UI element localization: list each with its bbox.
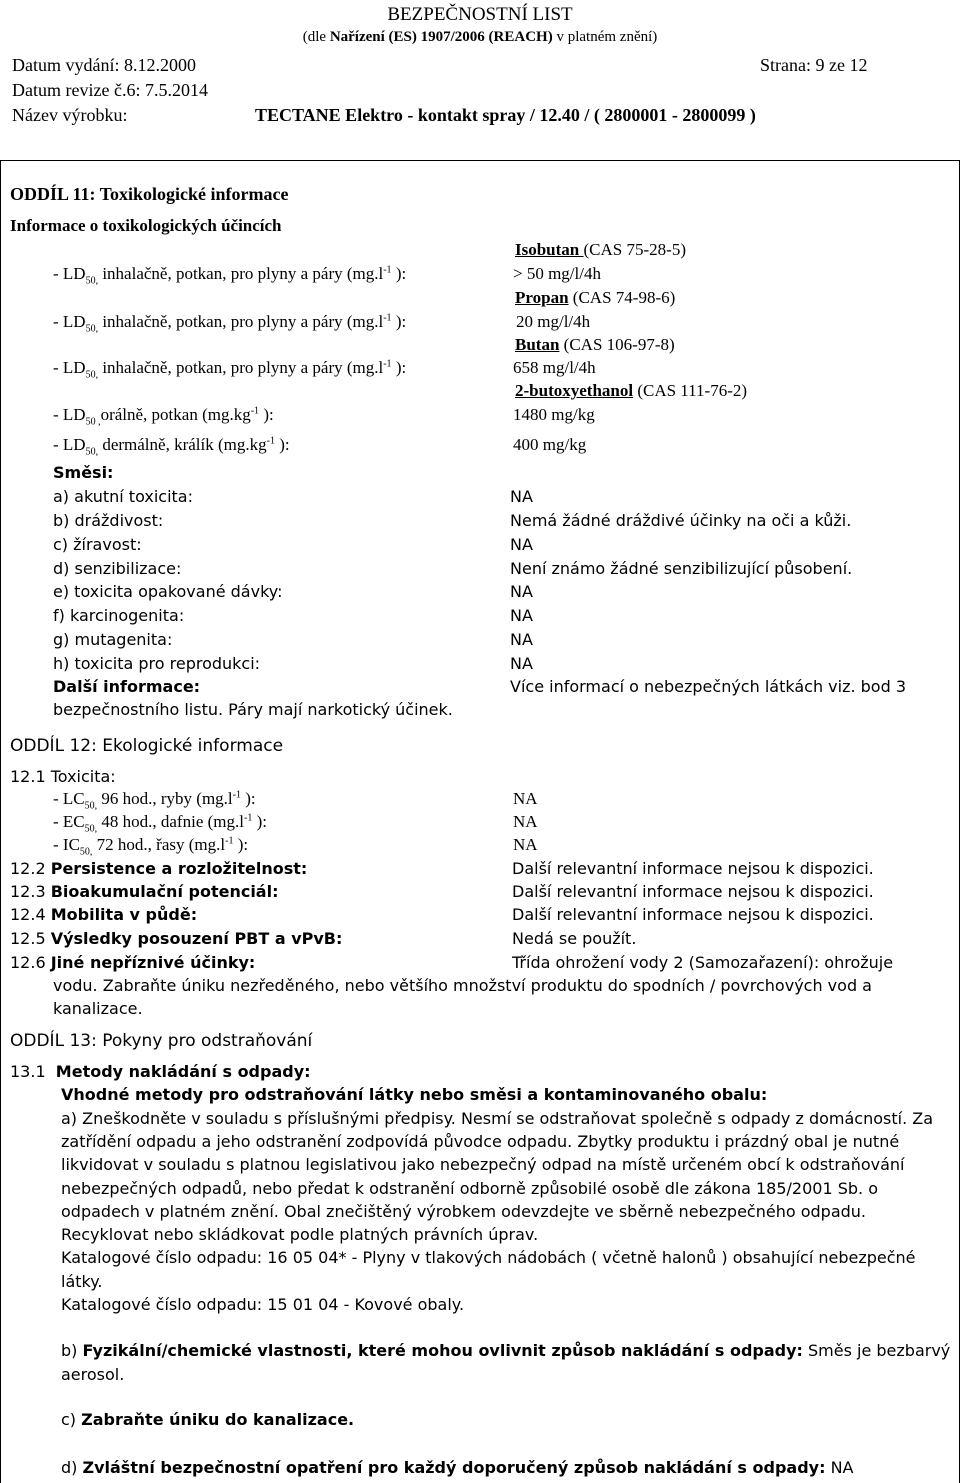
mixtures-title: Směsi:	[53, 463, 114, 482]
mixture-label: b) dráždivost:	[53, 511, 164, 530]
ld50-butan-value: 658 mg/l/4h	[513, 358, 596, 377]
disposal-text-line: Katalogové číslo odpadu: 15 01 04 - Kovové obaly.	[61, 1295, 465, 1314]
further-info-continuation: bezpečnostního listu. Páry mají narkotický účinek.	[53, 700, 453, 719]
mixture-value: NA	[510, 582, 533, 601]
disposal-text-line: látky.	[61, 1272, 103, 1291]
substance-propan: Propan (CAS 74-98-6)	[515, 288, 676, 307]
disposal-text-line: Katalogové číslo odpadu: 16 05 04* - Plyny v tlakových nádobách ( včetně halonů ) obsahující nebezpečné	[61, 1248, 916, 1267]
ld50-isobutan-label: - $LD_{50,}$ inhalačně, potkan, pro plyny a páry ($mg.l^{-1}$ ):	[53, 264, 407, 287]
substance-butan: Butan (CAS 106-97-8)	[515, 335, 675, 354]
mixture-value: NA	[510, 535, 533, 554]
eco-item: 12.4 Mobilita v půdě:	[10, 905, 198, 924]
lc50-value: NA	[513, 789, 538, 808]
further-info-value: Více informací o nebezpečných látkách viz. bod 3	[510, 677, 907, 696]
mixture-label: h) toxicita pro reprodukci:	[53, 654, 261, 673]
ld50-dermal-label: - $LD_{50,}$ dermálně, králík ($mg.kg^{-1}$ ):	[53, 435, 290, 458]
disposal-item-c: c) Zabraňte úniku do kanalizace.	[61, 1410, 355, 1429]
disposal-text-line: a) Zneškodněte v souladu s příslušnými předpisy. Nesmí se odstraňovat společně s odpady z domácností. Za	[61, 1109, 934, 1128]
mixture-value: NA	[510, 487, 533, 506]
disposal-item-b-continuation: aerosol.	[61, 1365, 125, 1384]
mixture-value: NA	[510, 630, 533, 649]
issue-date: Datum vydání: 8.12.2000	[12, 55, 196, 75]
section-11-title: ODDÍL 11: Toxikologické informace	[10, 184, 289, 204]
substance-butoxyethanol: 2-butoxyethanol (CAS 111-76-2)	[515, 381, 748, 400]
disposal-item-d: d) Zvláštní bezpečnostní opatření pro každý doporučený způsob nakládání s odpady: NA	[61, 1458, 854, 1477]
disposal-methods-subheading: Vhodné metody pro odstraňování látky nebo směsi a kontaminovaného obalu:	[61, 1085, 768, 1104]
disposal-item-b: b) Fyzikální/chemické vlastnosti, které mohou ovlivnit způsob nakládání s odpady: Směs je bezbarvý	[61, 1341, 951, 1360]
mixture-value: NA	[510, 606, 533, 625]
document-title: BEZPEČNOSTNÍ LIST	[387, 4, 573, 25]
ld50-butan-label: - $LD_{50,}$ inhalačně, potkan, pro plyny a páry ($mg.l^{-1}$ ):	[53, 358, 407, 381]
product-label: Název výrobku:	[12, 105, 128, 125]
mixture-value: Není známo žádné senzibilizující působení.	[510, 559, 853, 578]
mixture-label: d) senzibilizace:	[53, 559, 182, 578]
eco-item-continuation: vodu. Zabraňte úniku nezředěného, nebo většího množství produktu do spodních / povrchových vod a	[53, 976, 872, 995]
ic50-value: NA	[513, 835, 538, 854]
ld50-oral-label: - $LD_{50 ,}orá\ln ě$, potkan ($mg.kg^{-1}$ ):	[53, 405, 274, 428]
mixture-label: f) karcinogenita:	[53, 606, 185, 625]
ld50-oral-value: 1480 mg/kg	[513, 405, 595, 424]
ec50-value: NA	[513, 812, 538, 831]
eco-item-value: Nedá se použít.	[512, 929, 637, 948]
disposal-methods-heading: 13.1 Metody nakládání s odpady:	[10, 1062, 311, 1081]
revision-date: Datum revize č.6: 7.5.2014	[12, 80, 208, 100]
ld50-propan-label: - $LD_{50,}$ inhalačně, potkan, pro plyny a páry ($mg.l^{-1}$ ):	[53, 312, 407, 335]
mixture-label: c) žíravost:	[53, 535, 142, 554]
eco-item: 12.6 Jiné nepříznivé účinky:	[10, 953, 256, 972]
mixture-label: e) toxicita opakované dávky:	[53, 582, 283, 601]
section-11-subtitle: Informace o toxikologických účincích	[10, 216, 282, 235]
substance-isobutan: Isobutan (CAS 75-28-5)	[515, 240, 686, 259]
page-number: Strana: 9 ze 12	[760, 55, 868, 75]
mixture-value: NA	[510, 654, 533, 673]
eco-item: 12.3 Bioakumulační potenciál:	[10, 882, 279, 901]
eco-item-value: Další relevantní informace nejsou k dispozici.	[512, 882, 874, 901]
disposal-text-line: likvidovat v souladu s platnou legislativou jako nebezpečný odpad na místě určeném obcí k odstraňování	[61, 1155, 905, 1174]
ic50-label: - $IC_{50,}$ 72 hod., řasy ($mg.l^{-1}$ ):	[53, 835, 249, 858]
eco-item-value: Další relevantní informace nejsou k dispozici.	[512, 905, 874, 924]
disposal-text-line: Recyklovat nebo skládkovat podle platných právních úprav.	[61, 1225, 539, 1244]
mixture-label: g) mutagenita:	[53, 630, 173, 649]
disposal-text-line: zatřídění odpadu a jeho odstranění zodpovídá původce odpadu. Zbytky produktu i prázdný obal je nutné	[61, 1132, 900, 1151]
section-12-title: ODDÍL 12: Ekologické informace	[10, 736, 284, 756]
further-info-label: Další informace:	[53, 677, 201, 696]
disposal-text-line: odpadech v platném znění. Obal znečištěný výrobkem odevzdejte ve sběrně nebezpečného odpadu.	[61, 1202, 867, 1221]
mixture-value: Nemá žádné dráždivé účinky na oči a kůži.	[510, 511, 852, 530]
lc50-label: - $LC_{50,}$ 96 hod., ryby ($mg.l^{-1}$ ):	[53, 789, 256, 812]
ld50-propan-value: 20 mg/l/4h	[516, 312, 591, 331]
eco-item: 12.2 Persistence a rozložitelnost:	[10, 859, 308, 878]
eco-item-value: Třída ohrožení vody 2 (Samozařazení): ohrožuje	[512, 953, 894, 972]
section-13-title: ODDÍL 13: Pokyny pro odstraňování	[10, 1031, 313, 1051]
eco-item-continuation: kanalizace.	[53, 999, 143, 1018]
mixture-label: a) akutní toxicita:	[53, 487, 193, 506]
product-name: TECTANE Elektro - kontakt spray / 12.40 / ( 2800001 - 2800099 )	[255, 105, 756, 125]
ld50-isobutan-value: > 50 mg/l/4h	[513, 264, 601, 283]
disposal-text-line: nebezpečných odpadů, nebo předat k odstranění odborně způsobilé osobě dle zákona 185/2001 Sb. o	[61, 1179, 879, 1198]
ld50-dermal-value: 400 mg/kg	[513, 435, 587, 454]
toxicity-label: 12.1 Toxicita:	[10, 767, 116, 786]
regulation-subtitle: (dle Nařízení (ES) 1907/2006 (REACH) v platném znění)	[302, 29, 658, 45]
ec50-label: - $EC_{50,}$ 48 hod., dafnie ($mg.l^{-1}$ ):	[53, 812, 267, 835]
eco-item: 12.5 Výsledky posouzení PBT a vPvB:	[10, 929, 343, 948]
eco-item-value: Další relevantní informace nejsou k dispozici.	[512, 859, 874, 878]
